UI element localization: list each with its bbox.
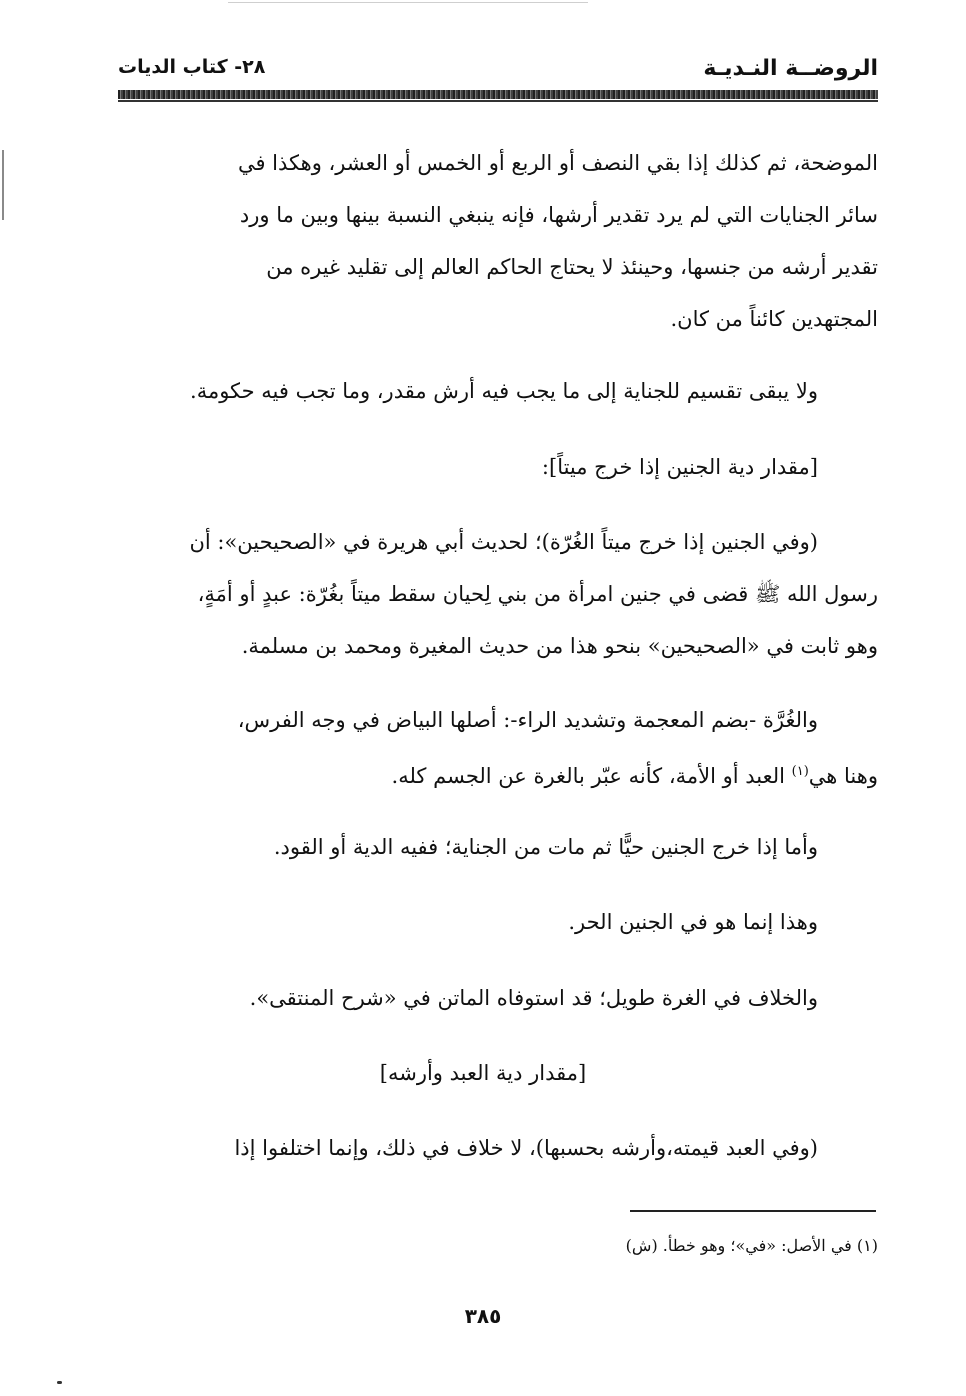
text-line: ولا يبقى تقسيم للجناية إلى ما يجب فيه أرش مقدر، وما تجب فيه حكومة. — [190, 379, 818, 403]
section-heading: [مقدار دية الجنين إذا خرج ميتاً]: — [541, 455, 818, 479]
text-line: والغُرَّة -بضم المعجمة وتشديد الراء-: أصلها البياض في وجه الفرس، — [237, 708, 818, 732]
text-line: المجتهدين كائناً من كان. — [670, 307, 878, 331]
text-line — [392, 757, 878, 791]
book-title: الروضــة النـديـة — [703, 56, 878, 81]
text-line: رسول الله ﷺ قضى في جنين امرأة من بني لِحيان سقط ميتاً بغُرّة: عبدٍ أو أمَةٍ، — [197, 582, 878, 606]
footnote: (١) في الأصل: «في»؛ وهو خطأ. (ش) — [625, 1236, 878, 1255]
text-line: وهو ثابت في «الصحيحين» بنحو هذا من حديث المغيرة ومحمد بن مسلمة. — [241, 634, 878, 658]
text-line: والخلاف في الغرة طويل؛ قد استوفاه الماتن في «شرح المنتقى». — [249, 986, 818, 1010]
text-line: وأما إذا خرج الجنين حيًّا ثم مات من الجناية؛ ففيه الدية أو القود. — [273, 835, 818, 859]
header-rule-thin — [118, 100, 878, 102]
top-edge-rule — [228, 2, 588, 3]
text-line: تقدير أرشه من جنسها، وحينئذ لا يحتاج الحاكم العالم إلى تقليد غيره من — [266, 255, 878, 279]
text-fragment: وهنا هي — [808, 764, 878, 788]
page-number: ٣٨٥ — [464, 1304, 502, 1328]
scan-edge-mark — [2, 150, 4, 220]
text-fragment: العبد أو الأمة، كأنه عبّر بالغرة عن الجسم كله. — [391, 764, 792, 788]
footnote-marker[interactable]: (١) — [791, 764, 809, 779]
page-header — [118, 56, 878, 86]
text-line: الموضحة، ثم كذلك إذا بقي النصف أو الربع أو الخمس أو العشر، وهكذا في — [237, 151, 878, 175]
footnote-rule — [630, 1210, 876, 1212]
chapter-title: ٢٨- كتاب الديات — [118, 56, 266, 78]
text-line: (وفي الجنين إذا خرج ميتاً الغُرّة)؛ لحديث أبي هريرة في «الصحيحين»: أن — [189, 530, 818, 554]
section-heading: [مقدار دية العبد وأرشه] — [379, 1061, 587, 1085]
text-line: وهذا إنما هو في الجنين الحر. — [568, 910, 818, 934]
header-rule — [118, 90, 878, 99]
text-line: (وفي العبد قيمته،وأرشه بحسبها)، لا خلاف في ذلك، وإنما اختلفوا إذا — [234, 1136, 818, 1160]
text-line: سائر الجنايات التي لم يرد تقدير أرشها، فإنه ينبغي النسبة بينها وبين ما ورد — [239, 203, 878, 227]
scan-speck — [57, 1381, 62, 1384]
